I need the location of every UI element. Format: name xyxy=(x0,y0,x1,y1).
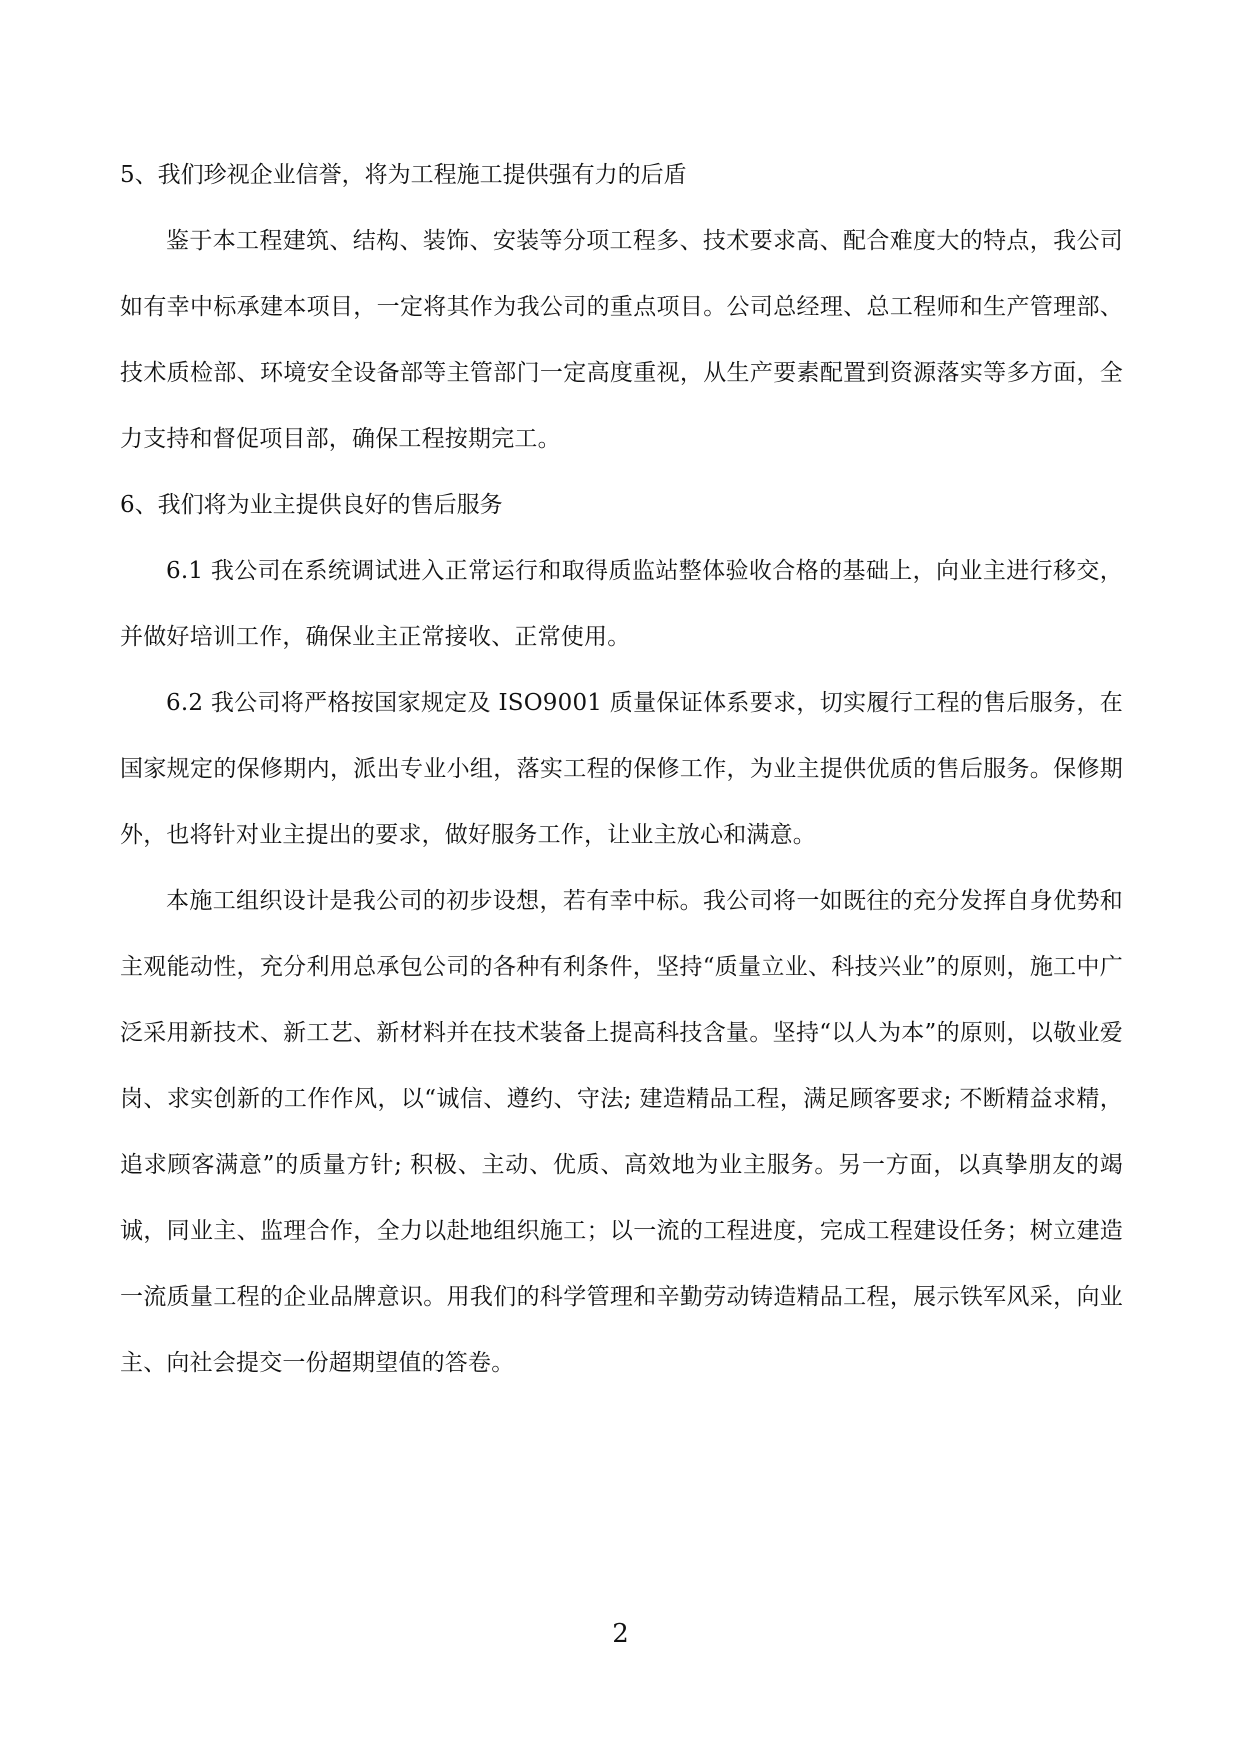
section-6-heading: 6、我们将为业主提供良好的售后服务 xyxy=(120,492,503,518)
page-number: 2 xyxy=(612,1619,629,1649)
section-6-1-paragraph: 6.1 我公司在系统调试进入正常运行和取得质监站整体验收合格的基础上，向业主进行移交，并做好培训工作，确保业主正常接收、正常使用。 xyxy=(120,558,1123,650)
section-6-2-paragraph: 6.2 我公司将严格按国家规定及 ISO9001 质量保证体系要求，切实履行工程的售后服务，在国家规定的保修期内，派出专业小组，落实工程的保修工作，为业主提供优质的售后服务。保修期外，也将针对业主提出的要求，做好服务工作，让业主放心和满意。 xyxy=(120,690,1123,848)
section-5-paragraph: 鉴于本工程建筑、结构、装饰、安装等分项工程多、技术要求高、配合难度大的特点，我公司如有幸中标承建本项目，一定将其作为我公司的重点项目。公司总经理、总工程师和生产管理部、技术质检部、环境安全设备部等主管部门一定高度重视，从生产要素配置到资源落实等多方面，全力支持和督促项目部，确保工程按期完工。 xyxy=(120,228,1123,452)
section-5-heading: 5、我们珍视企业信誉，将为工程施工提供强有力的后盾 xyxy=(120,162,687,188)
document-body xyxy=(120,142,1123,1396)
closing-paragraph: 本施工组织设计是我公司的初步设想，若有幸中标。我公司将一如既往的充分发挥自身优势和主观能动性，充分利用总承包公司的各种有利条件，坚持“质量立业、科技兴业”的原则，施工中广泛采用新技术、新工艺、新材料并在技术装备上提高科技含量。坚持“以人为本”的原则，以敬业爱岗、求实创新的工作作风，以“诚信、遵约、守法; 建造精品工程，满足顾客要求; 不断精益求精，追求顾客满意”的质量方针; 积极、主动、优质、高效地为业主服务。另一方面，以真挚朋友的竭诚，同业主、监理合作，全力以赴地组织施工；以一流的工程进度，完成工程建设任务；树立建造一流质量工程的企业品牌意识。用我们的科学管理和辛勤劳动铸造精品工程，展示铁军风采，向业主、向社会提交一份超期望值的答卷。 xyxy=(120,888,1123,1376)
